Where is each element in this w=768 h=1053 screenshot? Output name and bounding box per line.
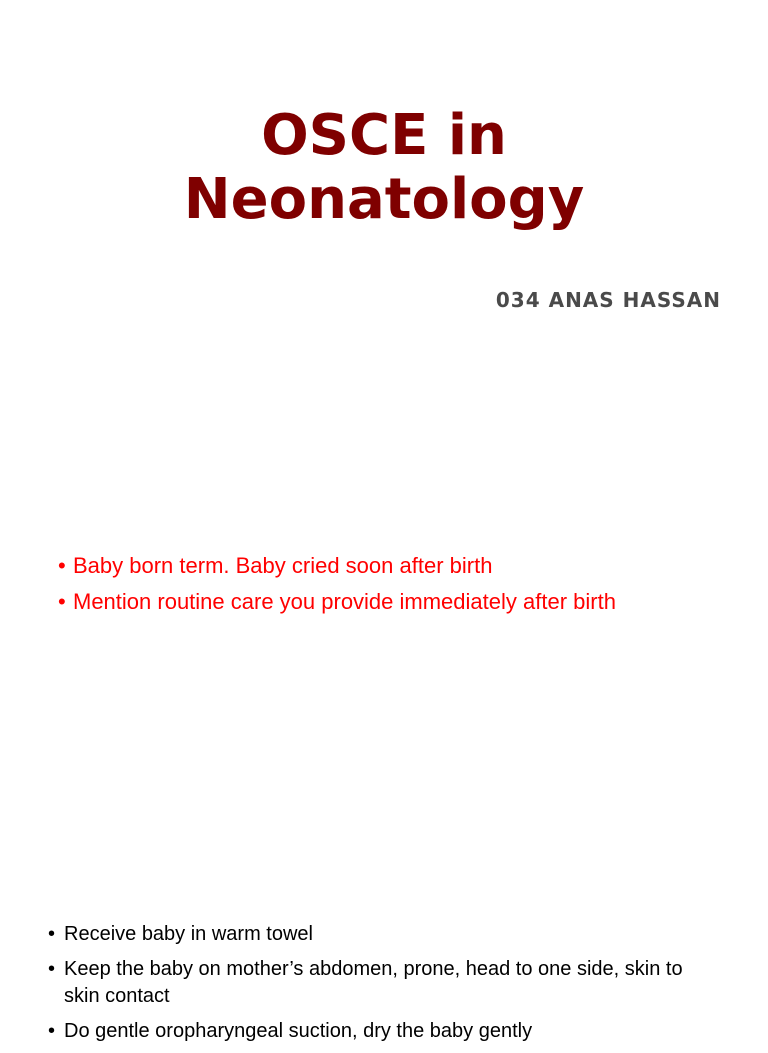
bullet-icon: • [58, 553, 66, 578]
list-item [48, 921, 688, 948]
title-line-2: Neonatology [183, 167, 585, 232]
author-name: 034 ANAS HASSAN [495, 288, 721, 312]
title-slide [0, 0, 768, 480]
question-slide [0, 480, 768, 890]
title-line-1: OSCE in [261, 103, 507, 168]
list-item-text: Keep the baby on mother’s abdomen, prone, head to one side, skin to skin contact [64, 958, 683, 1007]
list-item [58, 584, 616, 620]
answer-slide [0, 890, 768, 1042]
bullet-icon: • [48, 1020, 56, 1042]
list-item-text: Receive baby in warm towel [64, 923, 313, 945]
answer-list [48, 921, 688, 1053]
bullet-icon: • [58, 589, 66, 614]
list-item-text: Do gentle oropharyngeal suction, dry the baby gently [64, 1020, 533, 1042]
list-item-text: Baby born term. Baby cried soon after birth [73, 553, 493, 578]
slide-title [0, 104, 768, 232]
list-item-text: Mention routine care you provide immediately after birth [73, 589, 616, 614]
list-item [58, 548, 616, 584]
list-item [48, 1018, 688, 1045]
list-item [48, 956, 688, 1010]
bullet-icon: • [48, 923, 56, 945]
question-list [58, 548, 616, 620]
bullet-icon: • [48, 958, 56, 980]
